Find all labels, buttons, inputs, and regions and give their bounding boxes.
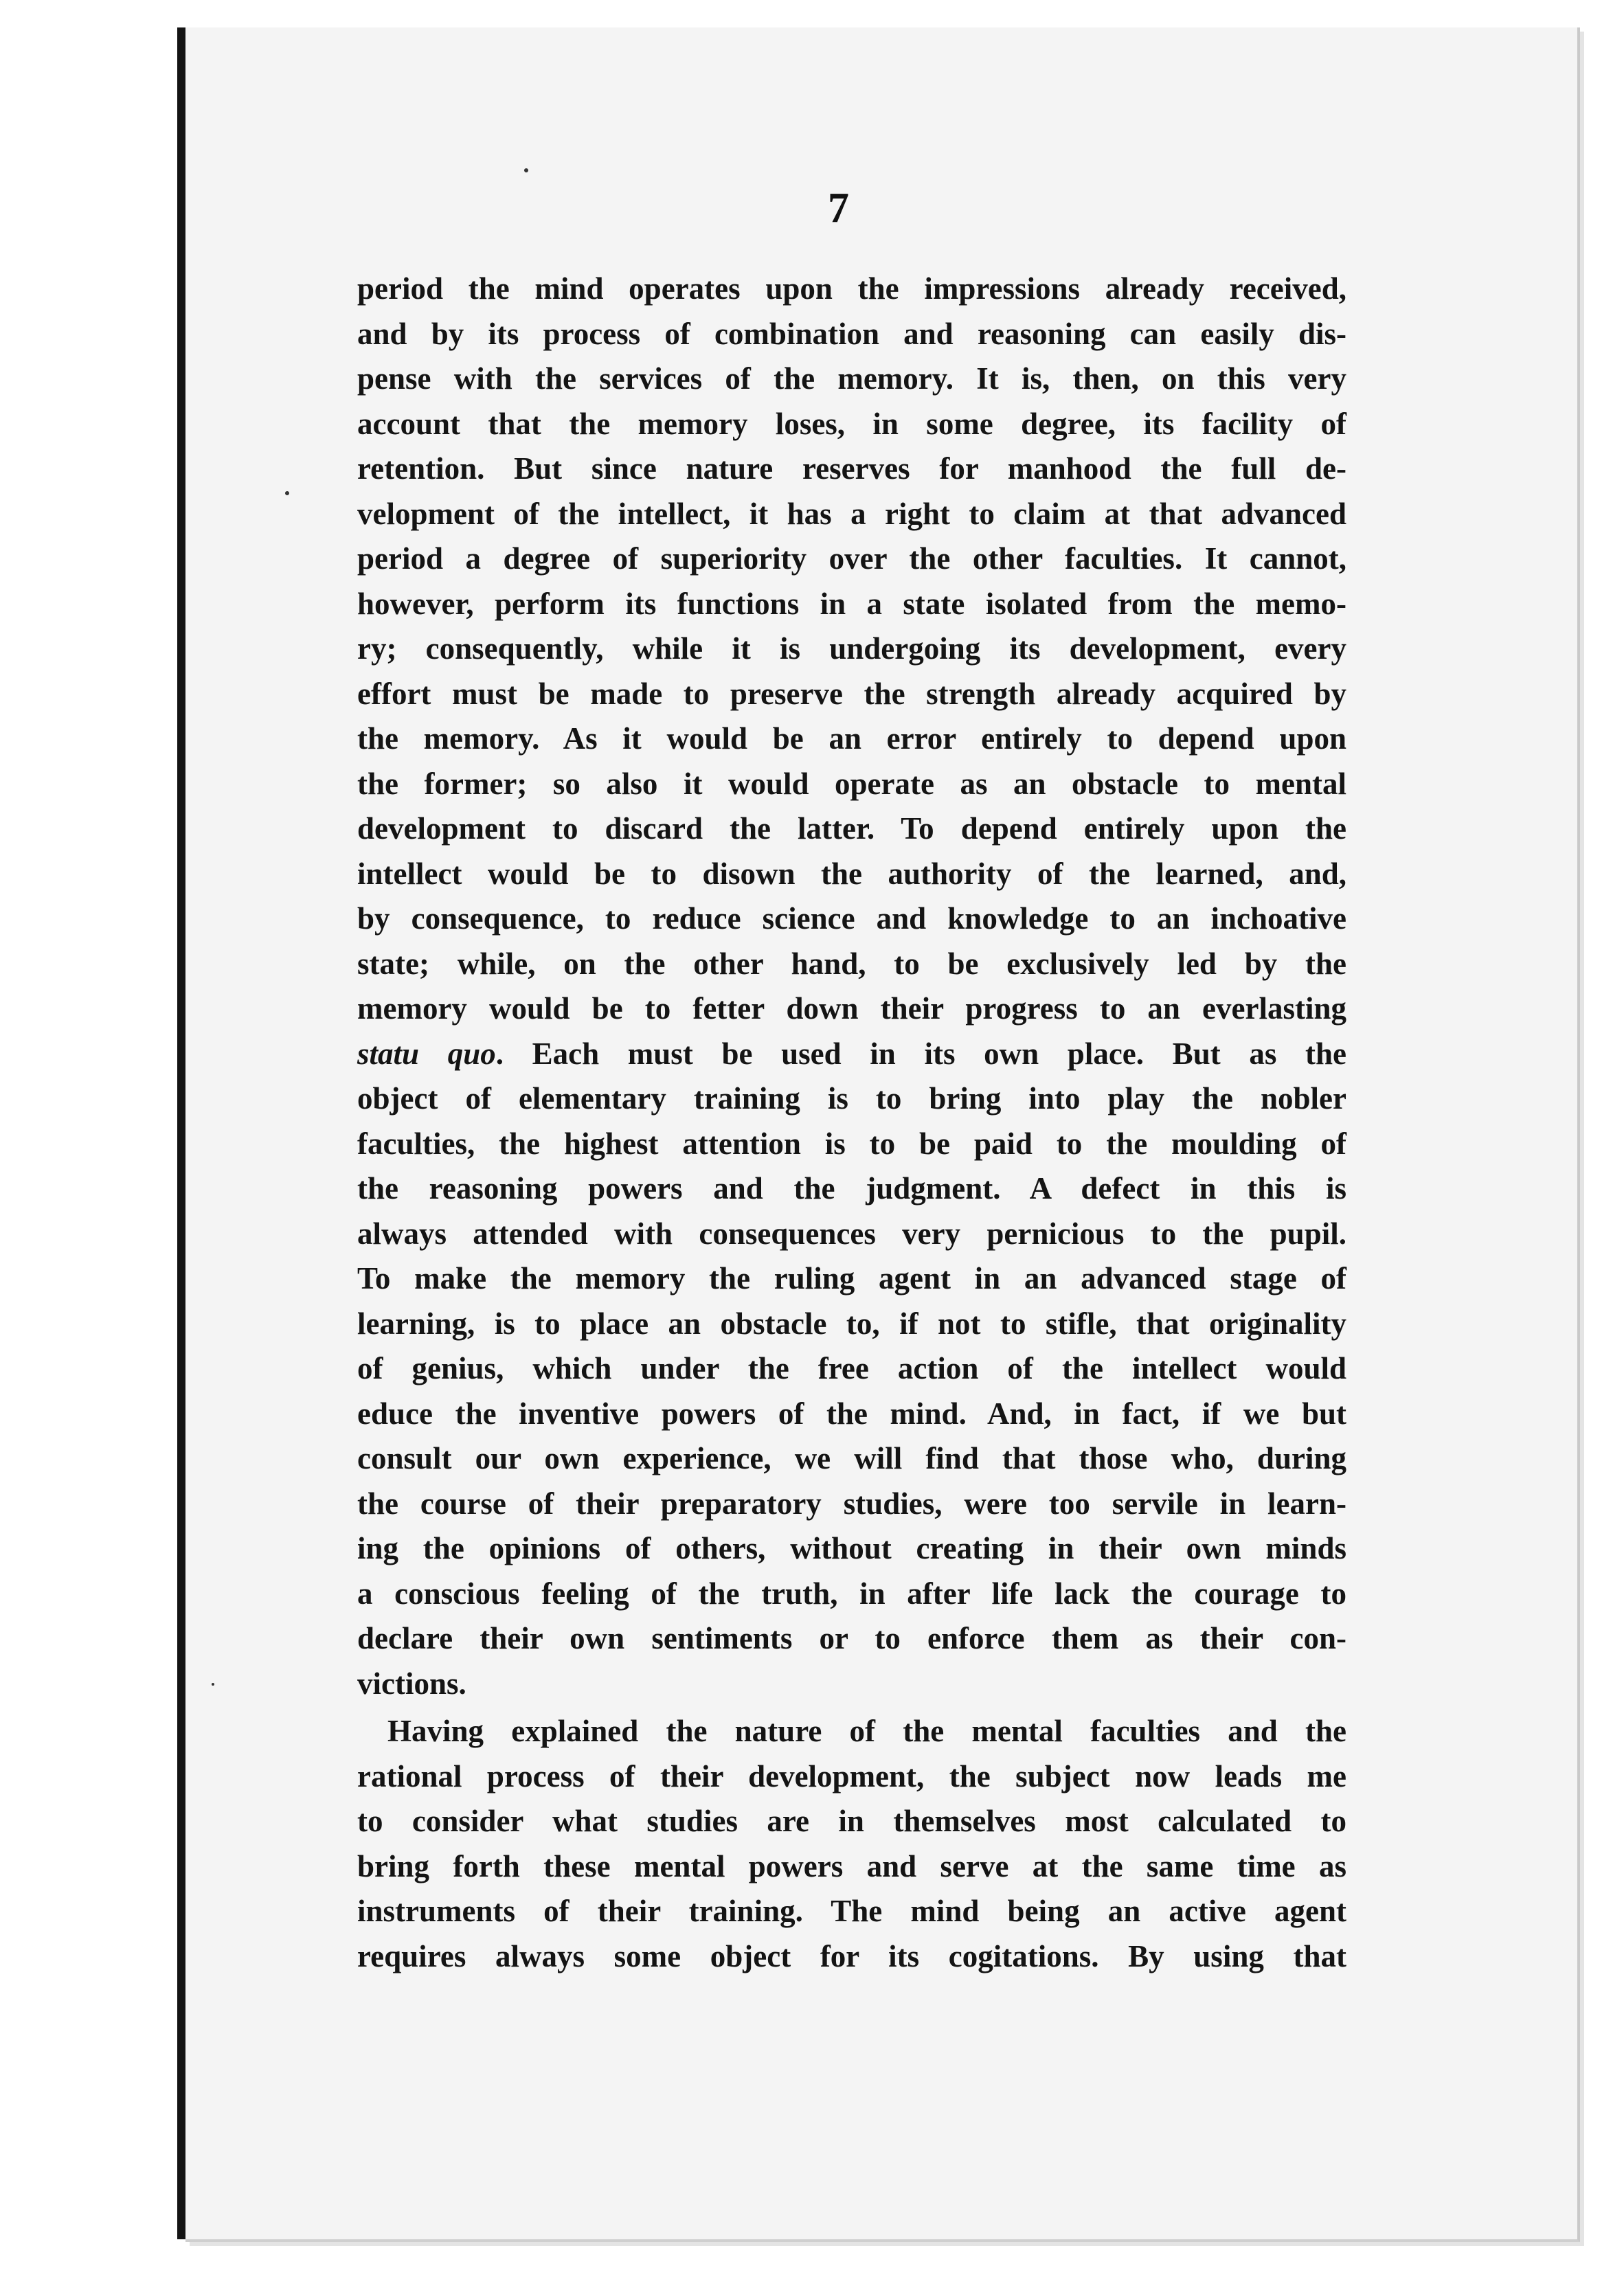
text-line: learning, is to place an obstacle to, if not to stifle, that originality bbox=[357, 1306, 1346, 1341]
text-line: by consequence, to reduce science and knowledge to an inchoative bbox=[357, 901, 1346, 936]
text-line: declare their own sentiments or to enforce them as their con- bbox=[357, 1621, 1346, 1655]
paragraph-2 bbox=[357, 1709, 1346, 1979]
text-line: victions. bbox=[357, 1666, 466, 1701]
text-line: always attended with consequences very pernicious to the pupil. bbox=[357, 1216, 1346, 1251]
text-line: faculties, the highest attention is to be paid to the moulding of bbox=[357, 1126, 1346, 1161]
text-line: To make the memory the ruling agent in an advanced stage of bbox=[357, 1261, 1346, 1295]
text-line: period the mind operates upon the impressions already received, bbox=[357, 271, 1346, 306]
text-line: state; while, on the other hand, to be exclusively led by the bbox=[357, 946, 1346, 981]
text-line: bring forth these mental powers and serve at the same time as bbox=[357, 1848, 1346, 1883]
text-line: pense with the services of the memory. It is, then, on this very bbox=[357, 361, 1346, 396]
text-line: to consider what studies are in themselves most calculated to bbox=[357, 1804, 1346, 1838]
text-line: account that the memory loses, in some degree, its facility of bbox=[357, 406, 1346, 441]
text-line: object of elementary training is to bring into play the nobler bbox=[357, 1081, 1346, 1116]
text-line: velopment of the intellect, it has a right to claim at that advanced bbox=[357, 496, 1346, 531]
text-line: the memory. As it would be an error entirely to depend upon bbox=[357, 721, 1346, 756]
text-line: retention. But since nature reserves for manhood the full de- bbox=[357, 451, 1346, 486]
body-text bbox=[357, 267, 1346, 1979]
text-line: Having explained the nature of the mental faculties and the bbox=[387, 1714, 1346, 1748]
text-line: rational process of their development, the subject now leads me bbox=[357, 1758, 1346, 1793]
text-line: however, perform its functions in a state isolated from the memo- bbox=[357, 586, 1346, 621]
paragraph-1 bbox=[357, 267, 1346, 1706]
text-fragment: . Each must be used in its own place. But as the bbox=[495, 1036, 1346, 1071]
text-line: development to discard the latter. To depend entirely upon the bbox=[357, 811, 1346, 846]
text-line: a conscious feeling of the truth, in after life lack the courage to bbox=[357, 1576, 1346, 1611]
text-line: memory would be to fetter down their progress to an everlasting bbox=[357, 991, 1346, 1026]
text-line: period a degree of superiority over the other faculties. It cannot, bbox=[357, 541, 1346, 576]
text-line: and by its process of combination and reasoning can easily dis- bbox=[357, 316, 1346, 351]
page-binding-edge bbox=[177, 27, 185, 2239]
page-number: 7 bbox=[828, 185, 849, 231]
text-line: educe the inventive powers of the mind. And, in fact, if we but bbox=[357, 1396, 1346, 1431]
text-line-with-italic bbox=[357, 1032, 1346, 1077]
text-line: of genius, which under the free action of the intellect would bbox=[357, 1351, 1346, 1385]
print-speck bbox=[285, 491, 289, 495]
text-line: ing the opinions of others, without creating in their own minds bbox=[357, 1531, 1346, 1565]
text-line: intellect would be to disown the authority of the learned, and, bbox=[357, 856, 1346, 891]
text-line: the former; so also it would operate as an obstacle to mental bbox=[357, 766, 1346, 801]
print-speck bbox=[524, 168, 528, 172]
text-line: the reasoning powers and the judgment. A defect in this is bbox=[357, 1171, 1346, 1206]
text-line: requires always some object for its cogitations. By using that bbox=[357, 1938, 1346, 1973]
italic-phrase: statu quo bbox=[357, 1036, 496, 1071]
text-line: instruments of their training. The mind being an active agent bbox=[357, 1894, 1346, 1928]
text-line: ry; consequently, while it is undergoing its development, every bbox=[357, 631, 1346, 666]
text-line: consult our own experience, we will find that those who, during bbox=[357, 1441, 1346, 1475]
text-line: the course of their preparatory studies, were too servile in learn- bbox=[357, 1486, 1346, 1521]
text-line: effort must be made to preserve the strength already acquired by bbox=[357, 676, 1346, 711]
print-speck bbox=[212, 1683, 214, 1686]
